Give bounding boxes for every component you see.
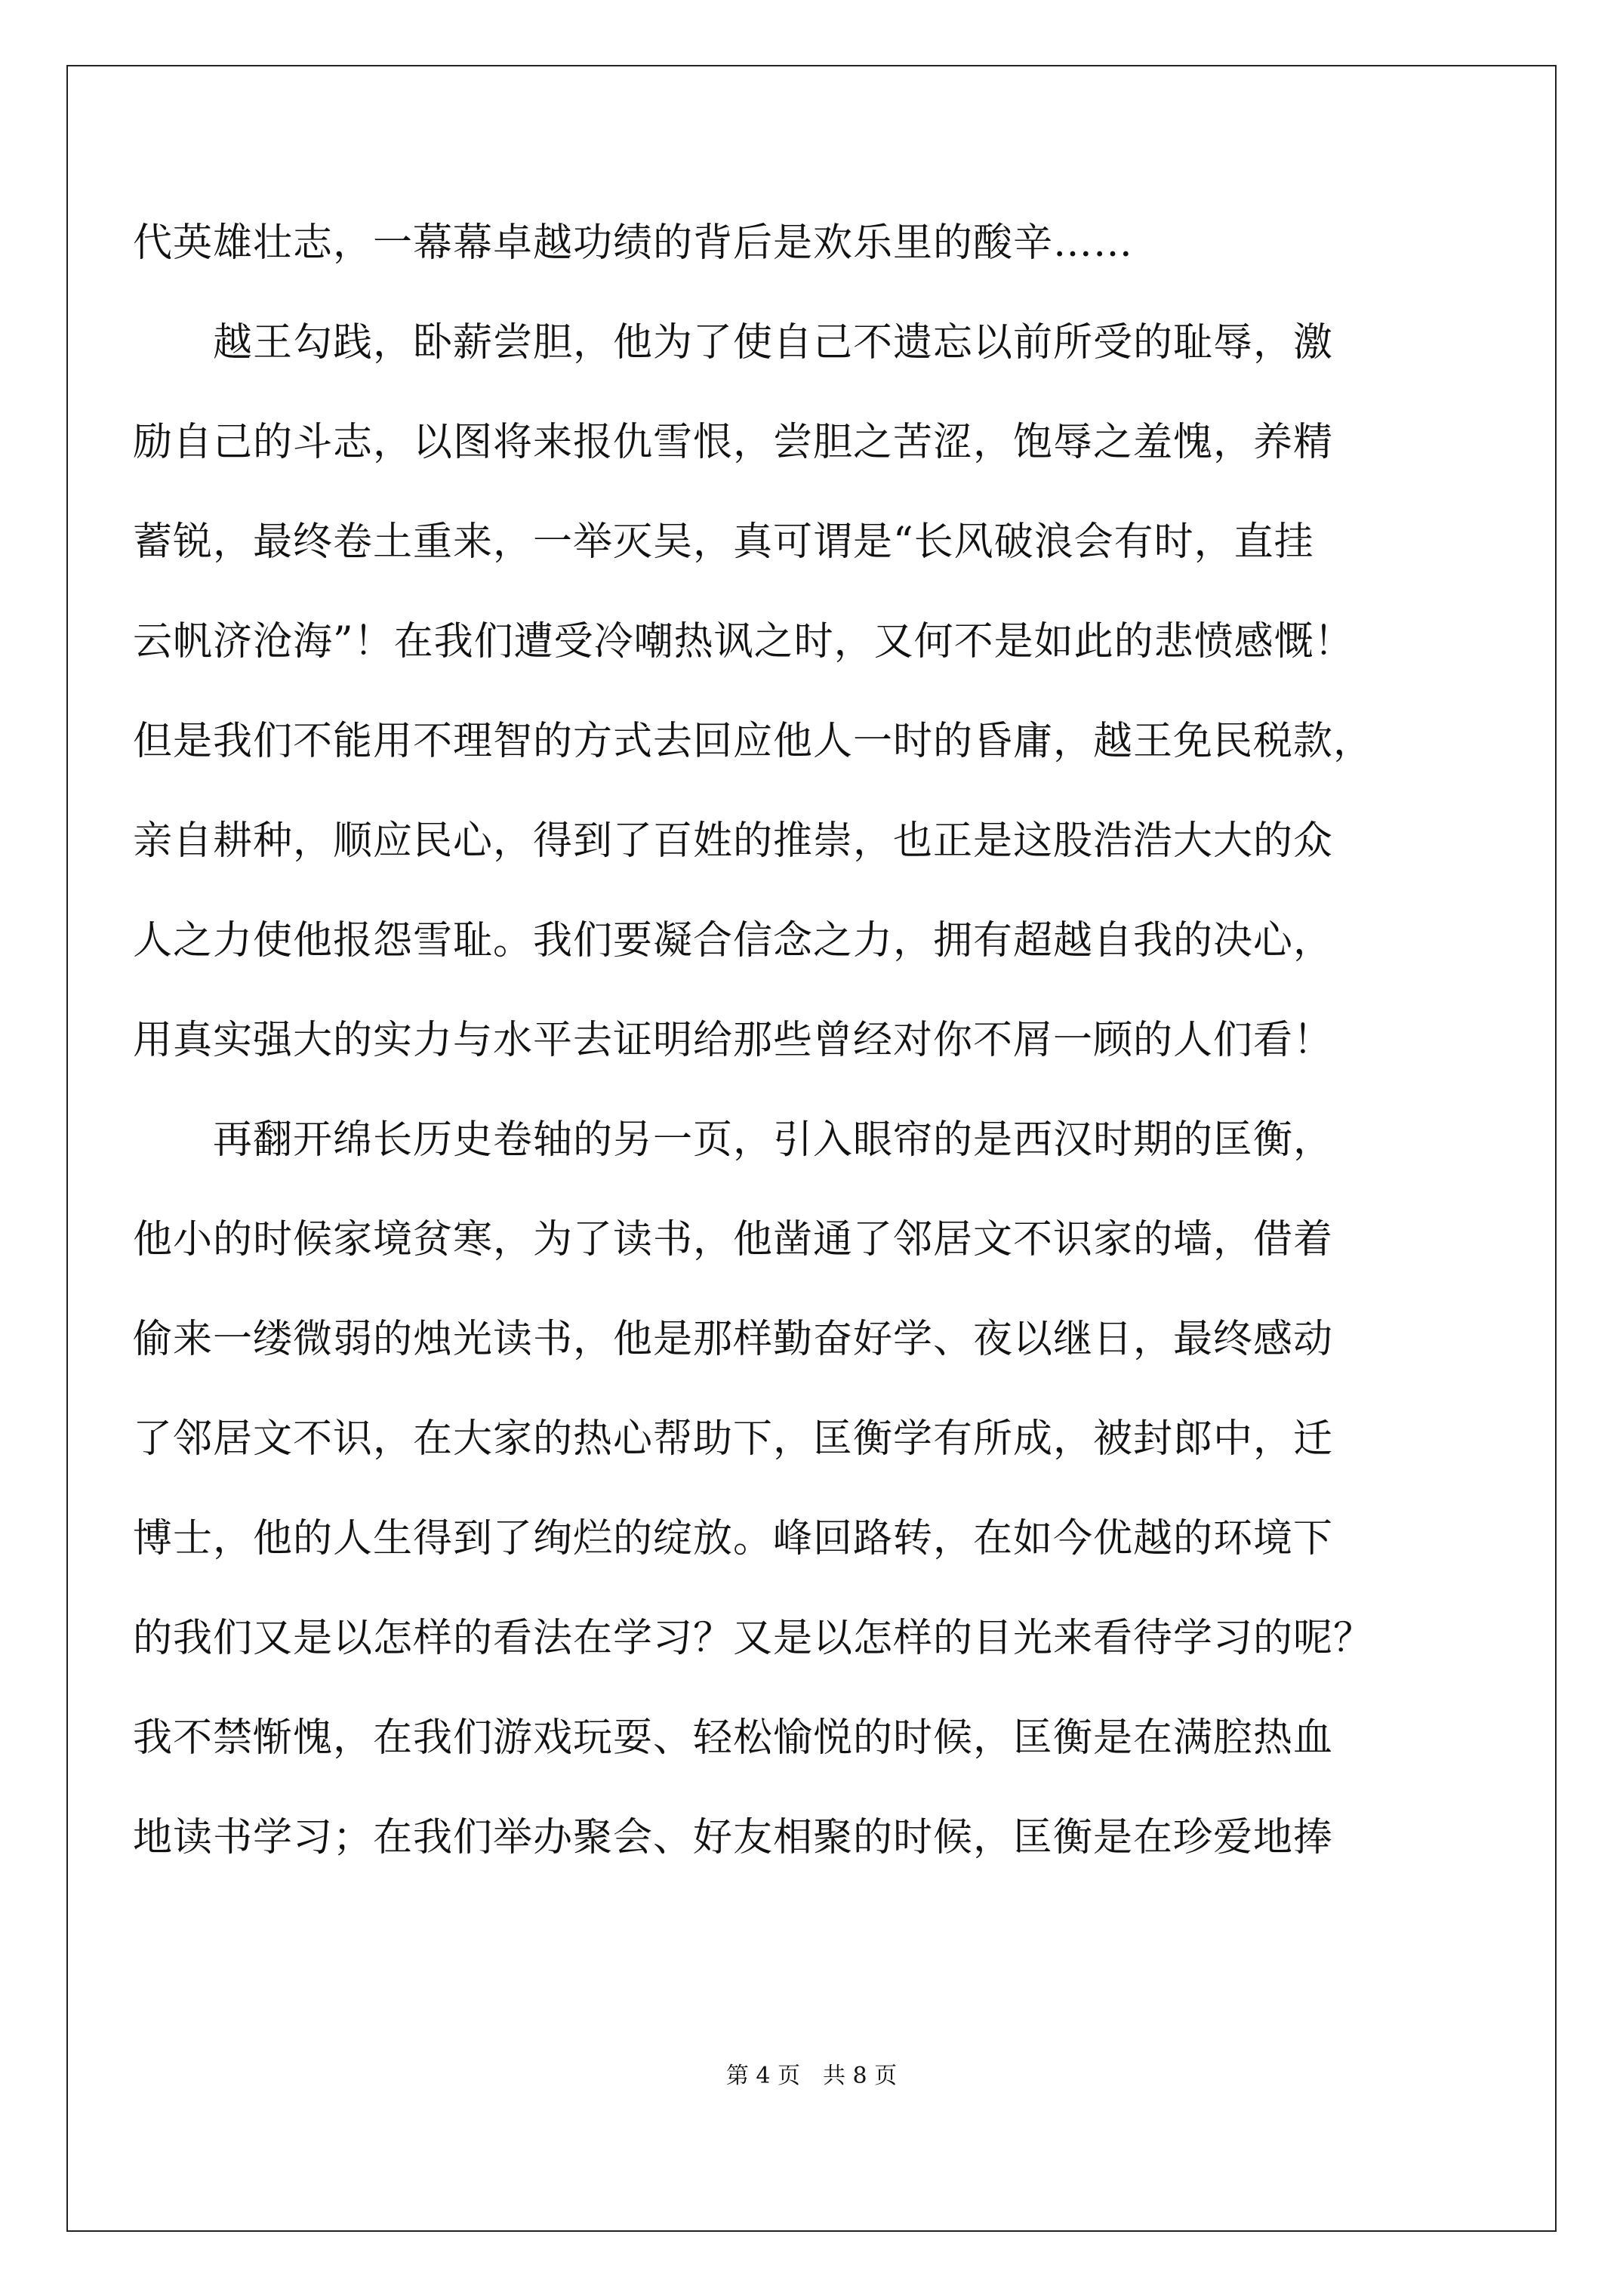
- text-line: 地读书学习；在我们举办聚会、好友相聚的时候，匡衡是在珍爱地捧: [133, 1815, 1334, 1860]
- text-line: 代英雄壮志，一幕幕卓越功绩的背后是欢乐里的酸辛……: [133, 220, 1134, 266]
- text-line: 博士，他的人生得到了绚烂的绽放。峰回路转，在如今优越的环境下: [133, 1516, 1334, 1561]
- text-line: 但是我们不能用不理智的方式去回应他人一时的昏庸，越王免民税款，: [133, 719, 1374, 764]
- text-line: 蓄锐，最终卷土重来，一举灭吴，真可谓是“长风破浪会有时，直挂: [133, 519, 1314, 565]
- text-line: 的我们又是以怎样的看法在学习？又是以怎样的目光来看待学习的呢？: [133, 1616, 1374, 1661]
- text-line: 用真实强大的实力与水平去证明给那些曾经对你不屑一顾的人们看！: [133, 1018, 1334, 1063]
- text-line: 云帆济沧海”！在我们遭受冷嘲热讽之时，又何不是如此的悲愤感慨！: [133, 619, 1354, 664]
- text-line: 亲自耕种，顺应民心，得到了百姓的推崇，也正是这股浩浩大大的众: [133, 818, 1334, 864]
- text-line: 他小的时候家境贫寒，为了读书，他凿通了邻居文不识家的墙，借着: [133, 1217, 1334, 1262]
- text-line: 励自己的斗志，以图将来报仇雪恨，尝胆之苦涩，饱辱之羞愧，养精: [133, 420, 1334, 465]
- text-line: 了邻居文不识，在大家的热心帮助下，匡衡学有所成，被封郎中，迁: [133, 1416, 1334, 1462]
- text-line: 人之力使他报怨雪耻。我们要凝合信念之力，拥有超越自我的决心，: [133, 918, 1334, 963]
- text-line: 偷来一缕微弱的烛光读书，他是那样勤奋好学、夜以继日，最终感动: [133, 1317, 1334, 1362]
- text-line: 再翻开绵长历史卷轴的另一页，引入眼帘的是西汉时期的匡衡，: [213, 1117, 1334, 1163]
- page-number-footer: 第 4 页 共 8 页: [725, 2063, 898, 2089]
- text-line: 越王勾践，卧薪尝胆，他为了使自己不遗忘以前所受的耻辱，激: [213, 320, 1334, 365]
- text-line: 我不禁惭愧，在我们游戏玩耍、轻松愉悦的时候，匡衡是在满腔热血: [133, 1715, 1334, 1761]
